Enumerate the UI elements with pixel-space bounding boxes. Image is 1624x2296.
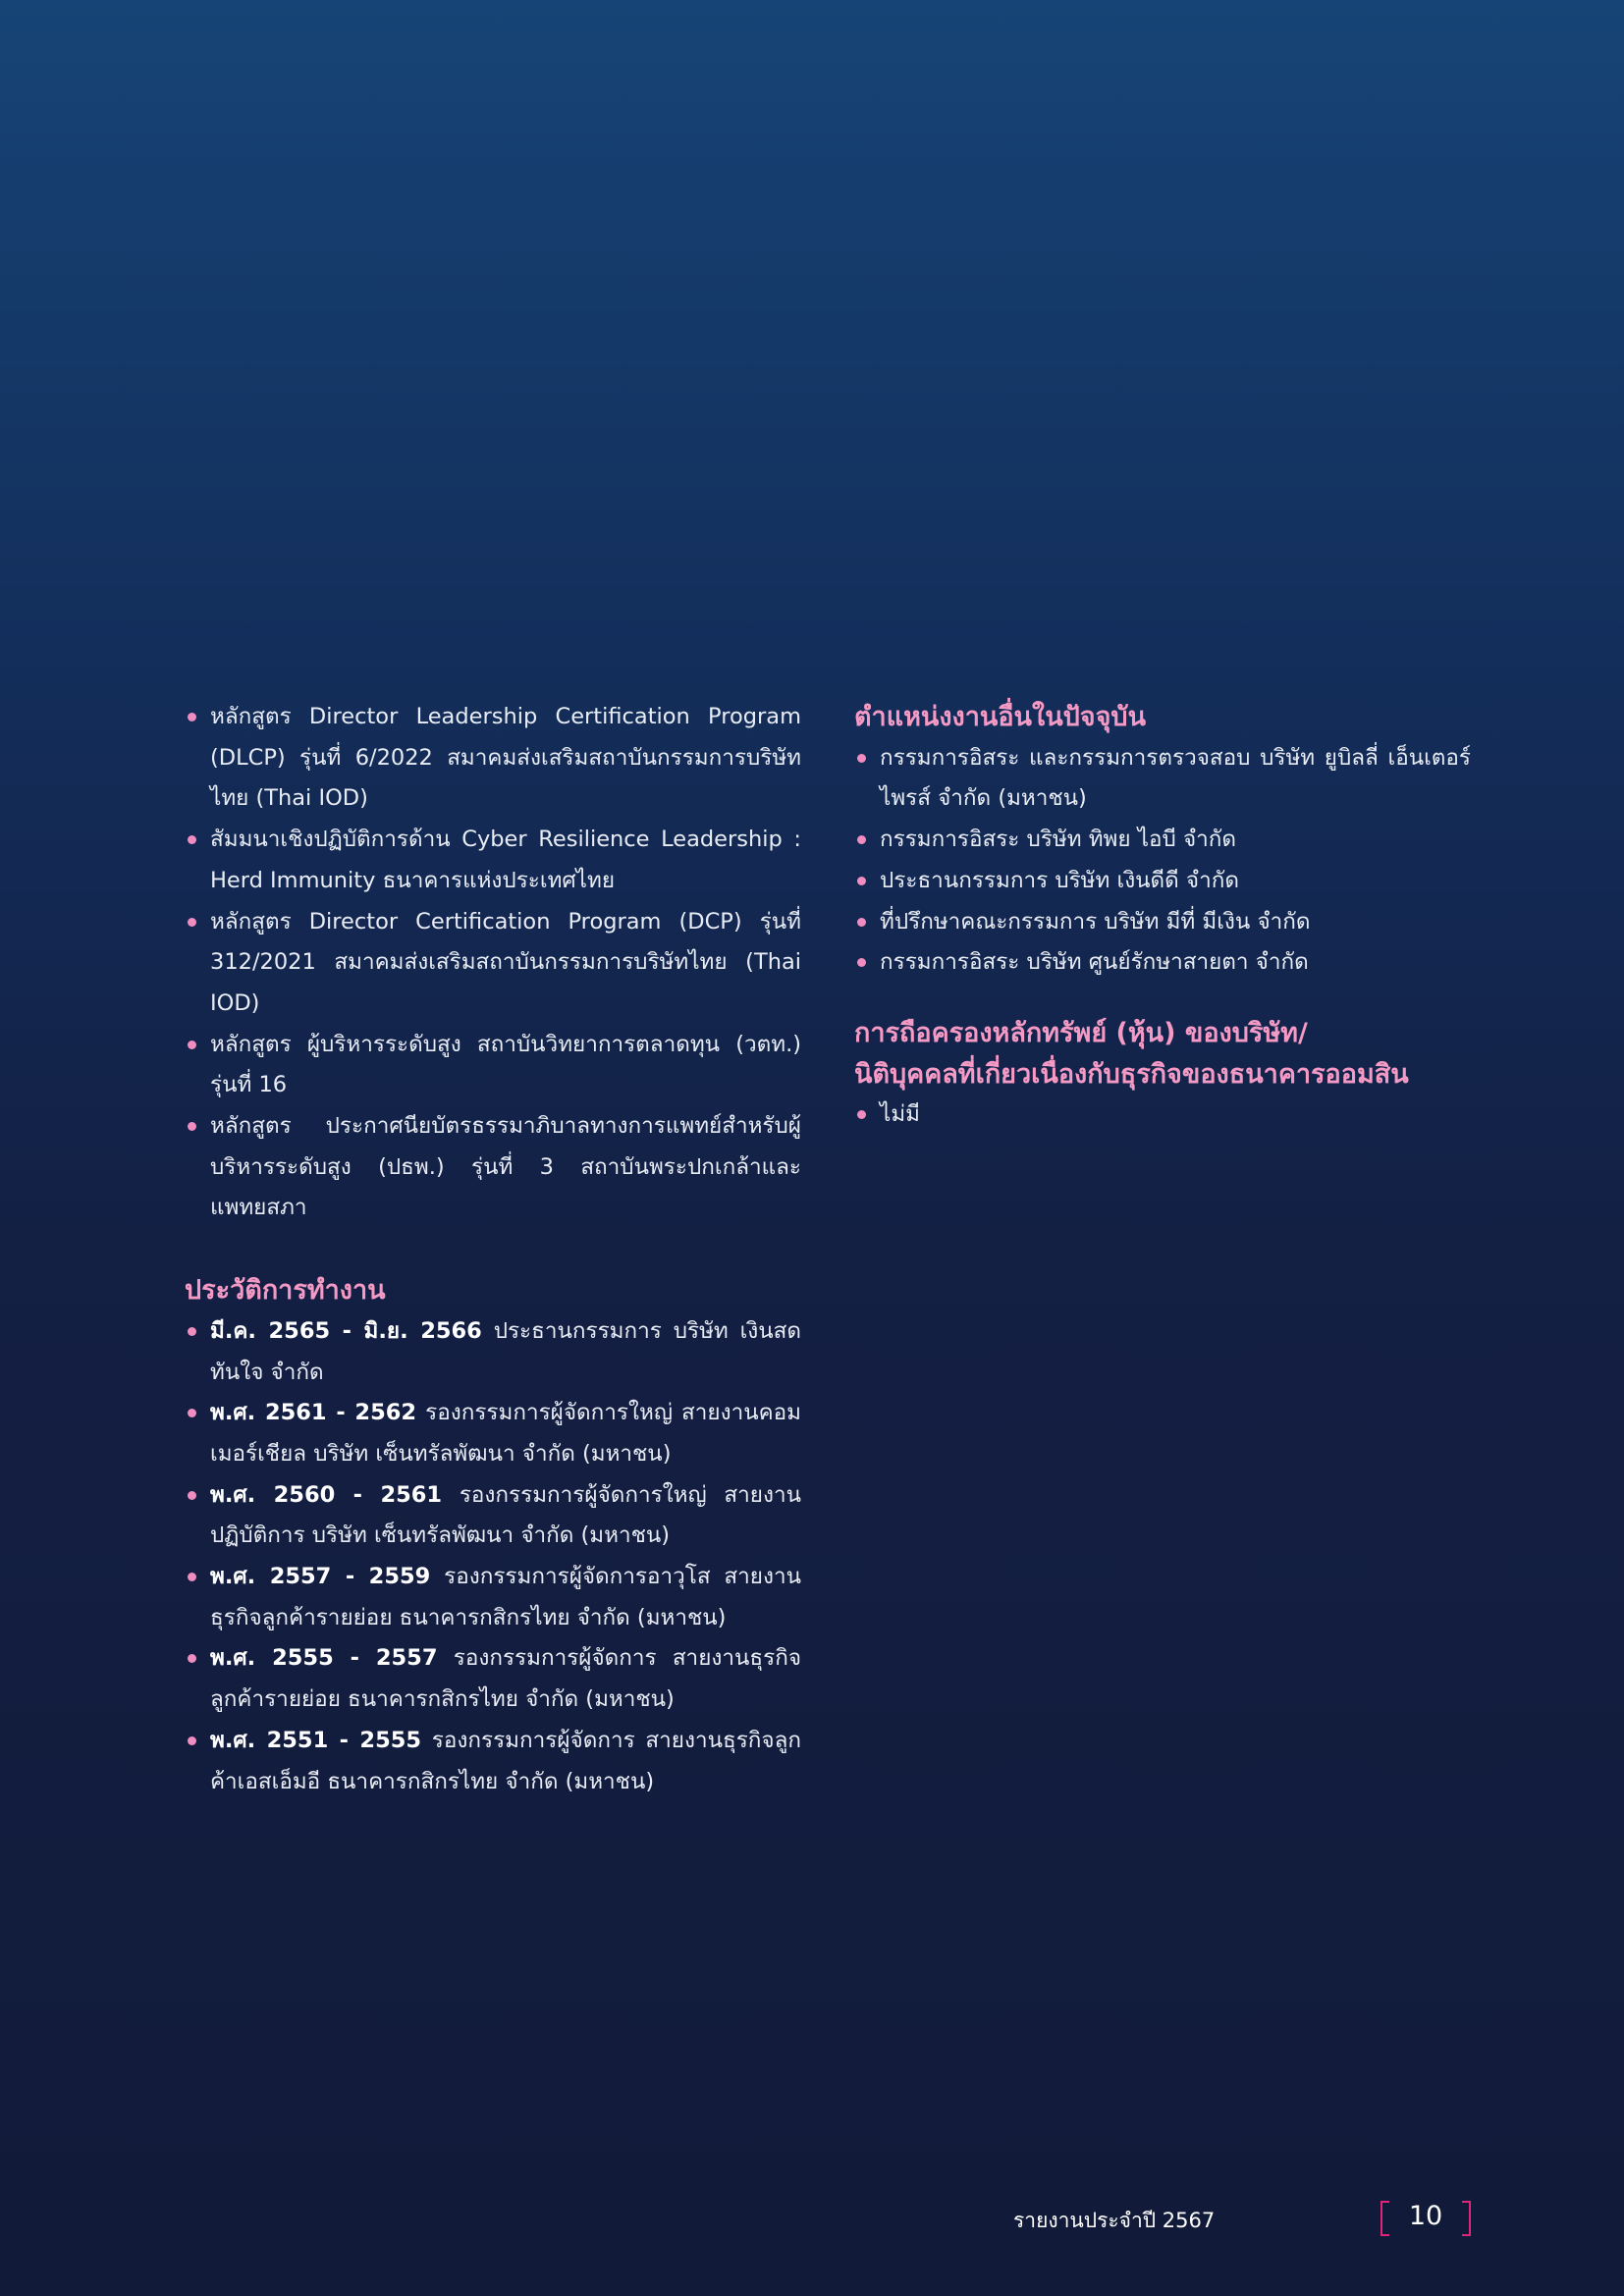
annual-report-label: รายงานประจำปี 2567 <box>1013 2209 1216 2232</box>
work-history-heading: ประวัติการทำงาน <box>185 1275 386 1307</box>
work-period: พ.ศ. 2555 - 2557 <box>210 1645 438 1672</box>
work-period: พ.ศ. 2561 - 2562 <box>210 1400 417 1426</box>
list-item: สัมมนาเชิงปฏิบัติการด้าน Cyber Resilience Leadership : Herd Immunity ธนาคารแห่งประเทศไทย <box>185 820 801 901</box>
work-description: รองกรรมการผู้จัดการ สายงานธุรกิจลูกค้ารายย่อย ธนาคารกสิกรไทย จำกัด (มหาชน) <box>210 1645 802 1713</box>
left-column <box>185 697 801 1802</box>
work-period: พ.ศ. 2551 - 2555 <box>210 1727 422 1753</box>
current-positions-list <box>854 738 1471 984</box>
page-number: 10 <box>1408 2201 1443 2231</box>
list-item <box>185 1557 801 1638</box>
securities-holdings-list <box>854 1095 1471 1136</box>
list-item: กรรมการอิสระ บริษัท ทิพย ไอบี จำกัด <box>854 820 1471 861</box>
work-description: รองกรรมการผู้จัดการ สายงานธุรกิจลูกค้าเอสเอ็มอี ธนาคารกสิกรไทย จำกัด (มหาชน) <box>210 1727 801 1794</box>
list-item <box>185 1638 801 1720</box>
list-item: หลักสูตร Director Leadership Certification Program (DLCP) รุ่นที่ 6/2022 สมาคมส่งเสริมสถาบันกรรมการบริษัทไทย (Thai IOD) <box>185 697 801 820</box>
heading-line: การถือครองหลักทรัพย์ (หุ้น) ของบริษัท/ <box>854 1017 1308 1048</box>
list-item <box>185 1393 801 1474</box>
list-item: กรรมการอิสระ และกรรมการตรวจสอบ บริษัท ยูบิลลี่ เอ็นเตอร์ไพรส์ จำกัด (มหาชน) <box>854 738 1471 820</box>
list-item: กรรมการอิสระ บริษัท ศูนย์รักษาสายตา จำกัด <box>854 942 1471 984</box>
securities-holdings-heading <box>854 1013 1471 1095</box>
list-item <box>185 1311 801 1393</box>
list-item: ไม่มี <box>854 1095 1471 1136</box>
list-item: หลักสูตร ประกาศนียบัตรธรรมาภิบาลทางการแพทย์สำหรับผู้บริหารระดับสูง (ปธพ.) รุ่นที่ 3 สถาบันพระปกเกล้าและแพทยสภา <box>185 1106 801 1229</box>
list-item: หลักสูตร Director Certification Program (DCP) รุ่นที่ 312/2021 สมาคมส่งเสริมสถาบันกรรมการบริษัทไทย (Thai IOD) <box>185 902 801 1025</box>
page-footer <box>1013 2197 1471 2242</box>
page-number-box <box>1380 2197 1471 2242</box>
work-period: มี.ค. 2565 - มิ.ย. 2566 <box>210 1317 482 1344</box>
list-item: ประธานกรรมการ บริษัท เงินดีดี จำกัด <box>854 861 1471 902</box>
work-description: รองกรรมการผู้จัดการใหญ่ สายงานคอมเมอร์เชียล บริษัท เซ็นทรัลพัฒนา จำกัด (มหาชน) <box>210 1400 802 1467</box>
right-bracket-icon <box>1462 2201 1471 2236</box>
training-list <box>185 697 801 1229</box>
work-period: พ.ศ. 2560 - 2561 <box>210 1481 443 1508</box>
heading-line: นิติบุคคลที่เกี่ยวเนื่องกับธุรกิจของธนาคารออมสิน <box>854 1058 1409 1090</box>
list-item <box>185 1721 801 1802</box>
right-column <box>854 697 1471 1136</box>
work-history-list <box>185 1311 801 1802</box>
work-description: รองกรรมการผู้จัดการใหญ่ สายงานปฏิบัติการ บริษัท เซ็นทรัลพัฒนา จำกัด (มหาชน) <box>210 1481 801 1549</box>
work-description: ประธานกรรมการ บริษัท เงินสดทันใจ จำกัด <box>210 1317 801 1385</box>
list-item: หลักสูตร ผู้บริหารระดับสูง สถาบันวิทยาการตลาดทุน (วตท.) รุ่นที่ 16 <box>185 1025 801 1106</box>
list-item: ที่ปรึกษาคณะกรรมการ บริษัท มีที่ มีเงิน จำกัด <box>854 902 1471 943</box>
work-description: รองกรรมการผู้จัดการอาวุโส สายงานธุรกิจลูกค้ารายย่อย ธนาคารกสิกรไทย จำกัด (มหาชน) <box>210 1564 801 1630</box>
current-positions-heading: ตำแหน่งงานอื่นในปัจจุบัน <box>854 702 1147 732</box>
list-item <box>185 1475 801 1557</box>
work-period: พ.ศ. 2557 - 2559 <box>210 1564 431 1590</box>
